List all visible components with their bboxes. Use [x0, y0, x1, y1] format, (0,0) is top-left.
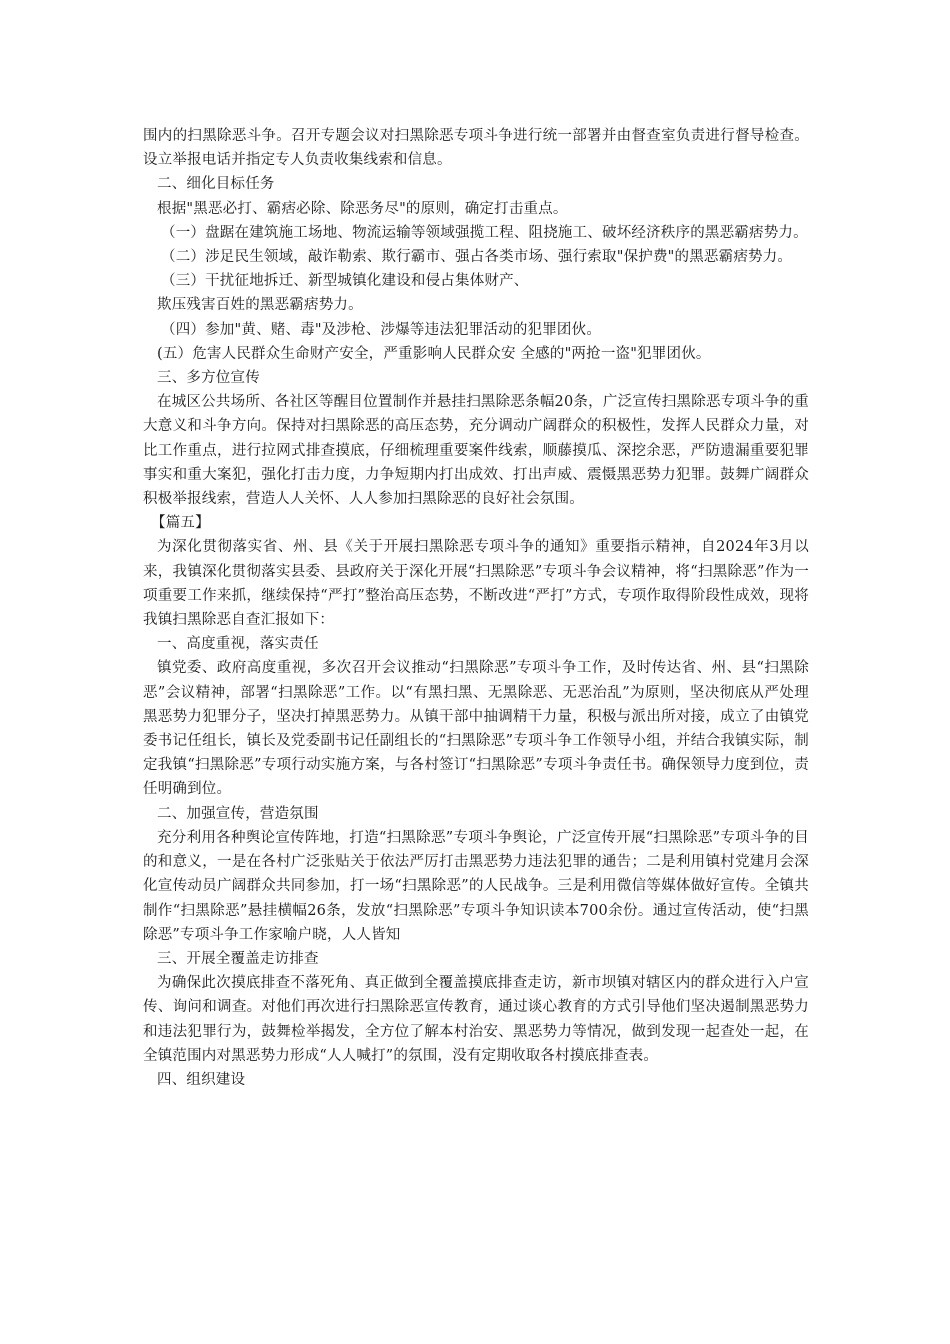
- article-heading-part-five: 【篇五】: [151, 515, 210, 532]
- paragraph-strengthen-publicity: 充分利用各种舆论宣传阵地，打造“扫黑除恶”专项斗争舆论，广泛宣传开展“扫黑除恶”专项斗争的目的和意义，一是在各村广泛张贴关于依法严厉打击黑恶势力违法犯罪的通告；二是利用镇村党建月会深化宣传动员广阔群众共同参加，打一场“扫黑除恶”的人民战争。三是利用微信等媒体做好宣传。全镇共制作“扫黑除恶”悬挂横幅26条，发放“扫黑除恶”专项斗争知识读本700余份。通过宣传活动，使“扫黑除恶”专项斗争工作家喻户晓，人人皆知: [143, 829, 809, 943]
- paragraph-visits: 为确保此次摸底排查不落死角、真正做到全覆盖摸底排查走访，新市坝镇对辖区内的群众进行入户宣传、询问和调查。对他们再次进行扫黑除恶宣传教育，通过谈心教育的方式引导他们坚决遏制黑恶势力和违法犯罪行为，鼓舞检举揭发，全方位了解本村治安、黑恶势力等情况，做到发现一起查处一起，在全镇范围内对黑恶势力形成“人人喊打”的氛围，没有定期收取各村摸底排查表。: [143, 975, 809, 1064]
- section-heading-publicity: 三、多方位宣传: [157, 370, 260, 387]
- paragraph-intro: 为深化贯彻落实省、州、县《关于开展扫黑除恶专项斗争的通知》重要指示精神，自2024年3月以来，我镇深化贯彻落实县委、县政府关于深化开展“扫黑除恶”专项斗争会议精神，将“扫黑除恶”作为一项重要工作来抓，继续保持“严打”整治高压态势，不断改进“严打”方式，专项作取得阶段性成效，现将我镇扫黑除恶自查汇报如下：: [143, 539, 809, 629]
- list-item-4: （四）参加"黄、赌、毒"及涉枪、涉爆等违法犯罪活动的犯罪团伙。: [161, 321, 602, 338]
- list-item-2: （二）涉足民生领域，敲诈勒索、欺行霸市、强占各类市场、强行索取"保护费"的黑恶霸痞势力。: [161, 249, 793, 266]
- section-heading-refine-targets: 二、细化目标任务: [157, 176, 275, 193]
- list-item-3-continuation: 欺压残害百姓的黑恶霸痞势力。: [157, 297, 363, 314]
- section-heading-visits: 三、开展全覆盖走访排查: [157, 950, 319, 967]
- section-heading-importance: 一、高度重视，落实责任: [157, 636, 319, 653]
- document-body: [143, 124, 809, 1092]
- paragraph-principle: 根据"黑恶必打、霸痞必除、除恶务尽"的原则，确定打击重点。: [157, 200, 568, 217]
- paragraph-importance: 镇党委、政府高度重视，多次召开会议推动“扫黑除恶”专项斗争工作，及时传达省、州、县“扫黑除恶”会议精神，部署“扫黑除恶”工作。以“有黑扫黑、无黑除恶、无恶治乱”为原则，坚决彻底从严处理黑恶势力犯罪分子，坚决打掉黑恶势力。从镇干部中抽调精干力量，积极与派出所对接，成立了由镇党委书记任组长，镇长及党委副书记任副组长的“扫黑除恶”专项斗争工作领导小组，并结合我镇实际，制定我镇“扫黑除恶”专项行动实施方案，与各村签订“扫黑除恶”专项斗争责任书。确保领导力度到位，责任明确到位。: [143, 660, 809, 798]
- paragraph-publicity: 在城区公共场所、各社区等醒目位置制作并悬挂扫黑除恶条幅20条，广泛宣传扫黑除恶专项斗争的重大意义和斗争方向。保持对扫黑除恶的高压态势，充分调动广阔群众的积极性，发挥人民群众力量，对比工作重点，进行拉网式排查摸底，仔细梳理重要案件线索，顺藤摸瓜、深挖余恶，严防遗漏重要犯罪事实和重大案犯，强化打击力度，力争短期内打出成效、打出声威、震慑黑恶势力犯罪。鼓舞广阔群众积极举报线索，营造人人关怀、人人参加扫黑除恶的良好社会氛围。: [143, 394, 809, 508]
- paragraph-1-continuation: 围内的扫黑除恶斗争。召开专题会议对扫黑除恶专项斗争进行统一部署并由督查室负责进行督导检查。设立举报电话并指定专人负责收集线索和信息。: [143, 128, 809, 169]
- section-heading-strengthen-publicity: 二、加强宣传，营造氛围: [157, 805, 319, 822]
- section-heading-organization: 四、组织建设: [157, 1071, 246, 1088]
- list-item-1: （一）盘踞在建筑施工场地、物流运输等领域强揽工程、阻挠施工、破坏经济秩序的黑恶霸痞势力。: [161, 224, 808, 241]
- list-item-3: （三）干扰征地拆迁、新型城镇化建设和侵占集体财产、: [161, 273, 529, 290]
- list-item-5: (五）危害人民群众生命财产安全，严重影响人民群众安 全感的"两抢一盗"犯罪团伙。: [157, 345, 711, 362]
